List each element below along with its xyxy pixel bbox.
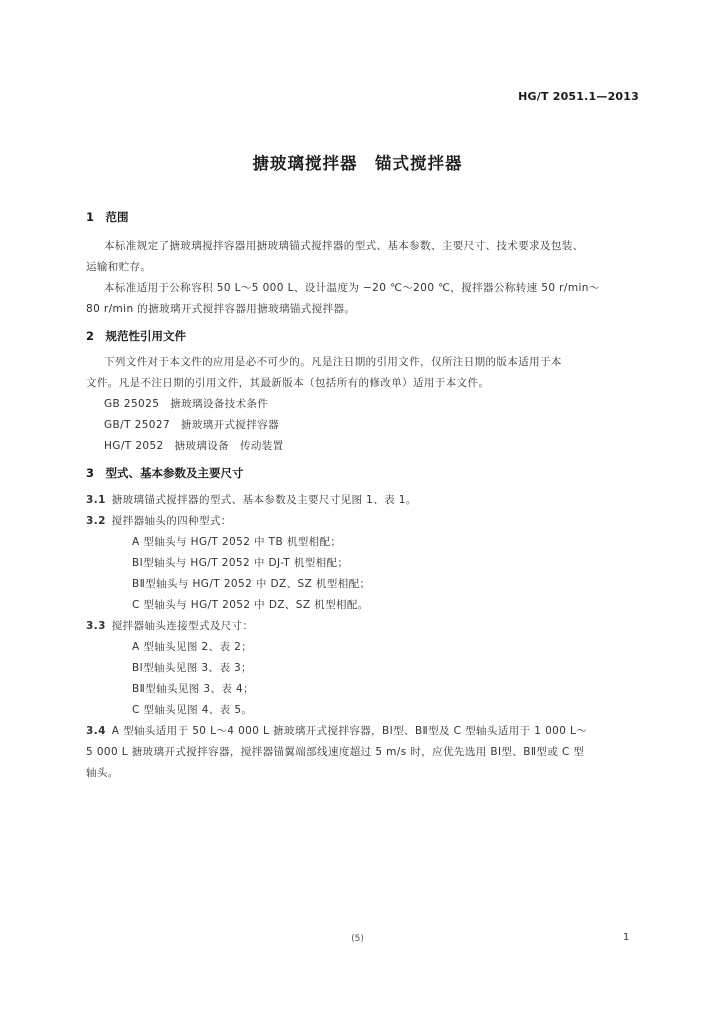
clause-3-2-item: BⅡ型轴头与 HG/T 2052 中 DZ、SZ 机型相配； xyxy=(132,578,371,590)
clause-3-1-number: 3.1 xyxy=(86,494,106,506)
footer-mark: (5) xyxy=(351,934,364,944)
clause-3-3-item: C 型轴头见图 4、表 5。 xyxy=(132,704,253,716)
clause-3-3-text: 搅拌器轴头连接型式及尺寸： xyxy=(111,620,254,632)
clause-3-2-item: BⅠ型轴头与 HG/T 2052 中 DJ-T 机型相配； xyxy=(132,557,349,569)
clause-3-3 xyxy=(86,618,253,633)
clause-3-3-item: A 型轴头见图 2、表 2； xyxy=(132,641,253,653)
section-2-line-1: 下列文件对于本文件的应用是必不可少的。凡是注日期的引用文件，仅所注日期的版本适用于本 xyxy=(104,356,562,368)
clause-3-3-number: 3.3 xyxy=(86,620,106,632)
clause-3-2-item: C 型轴头与 HG/T 2052 中 DZ、SZ 机型相配。 xyxy=(132,599,369,611)
clause-3-1-text: 搪玻璃锚式搅拌器的型式、基本参数及主要尺寸见图 1、表 1。 xyxy=(111,494,417,506)
clause-3-4-line-2: 5 000 L 搪玻璃开式搅拌容器，搅拌器锚翼端部线速度超过 5 m/s 时，应优先选用 BⅠ型、BⅡ型或 C 型 xyxy=(86,746,585,758)
clause-3-4 xyxy=(86,723,587,738)
reference-gb-25025: GB 25025 搪玻璃设备技术条件 xyxy=(104,398,269,410)
section-3-heading: 3 型式、基本参数及主要尺寸 xyxy=(86,466,244,480)
reference-gbt-25027: GB/T 25027 搪玻璃开式搅拌容器 xyxy=(104,419,280,431)
clause-3-2-text: 搅拌器轴头的四种型式： xyxy=(111,515,232,527)
page-title: 搪玻璃搅拌器 锚式搅拌器 xyxy=(252,154,463,173)
standard-code: HG/T 2051.1—2013 xyxy=(518,90,639,103)
section-1-line-2: 运输和贮存。 xyxy=(86,261,152,273)
section-1-line-3: 本标准适用于公称容积 50 L～5 000 L、设计温度为 −20 ℃～200 ℃，搅拌器公称转速 50 r/min～ xyxy=(104,282,600,294)
clause-3-2-item: A 型轴头与 HG/T 2052 中 TB 机型相配； xyxy=(132,536,342,548)
clause-3-2-number: 3.2 xyxy=(86,515,106,527)
clause-3-4-line-1: A 型轴头适用于 50 L～4 000 L 搪玻璃开式搅拌容器，BⅠ型、BⅡ型及 C 型轴头适用于 1 000 L～ xyxy=(111,725,588,737)
section-2-heading: 2 规范性引用文件 xyxy=(86,329,187,343)
clause-3-2 xyxy=(86,513,232,528)
section-1-heading: 1 范围 xyxy=(86,210,129,224)
section-1-line-4: 80 r/min 的搪玻璃开式搅拌容器用搪玻璃锚式搅拌器。 xyxy=(86,303,356,315)
reference-hgt-2052: HG/T 2052 搪玻璃设备 传动装置 xyxy=(104,440,284,452)
clause-3-4-number: 3.4 xyxy=(86,725,106,737)
section-1-line-1: 本标准规定了搪玻璃搅拌容器用搪玻璃锚式搅拌器的型式、基本参数、主要尺寸、技术要求及包装、 xyxy=(104,240,584,252)
page-number: 1 xyxy=(623,932,630,943)
section-2-line-2: 文件。凡是不注日期的引用文件，其最新版本（包括所有的修改单）适用于本文件。 xyxy=(86,377,490,389)
clause-3-4-line-3: 轴头。 xyxy=(86,767,119,779)
clause-3-3-item: BⅡ型轴头见图 3、表 4； xyxy=(132,683,255,695)
clause-3-1 xyxy=(86,492,417,507)
clause-3-3-item: BⅠ型轴头见图 3、表 3； xyxy=(132,662,252,674)
